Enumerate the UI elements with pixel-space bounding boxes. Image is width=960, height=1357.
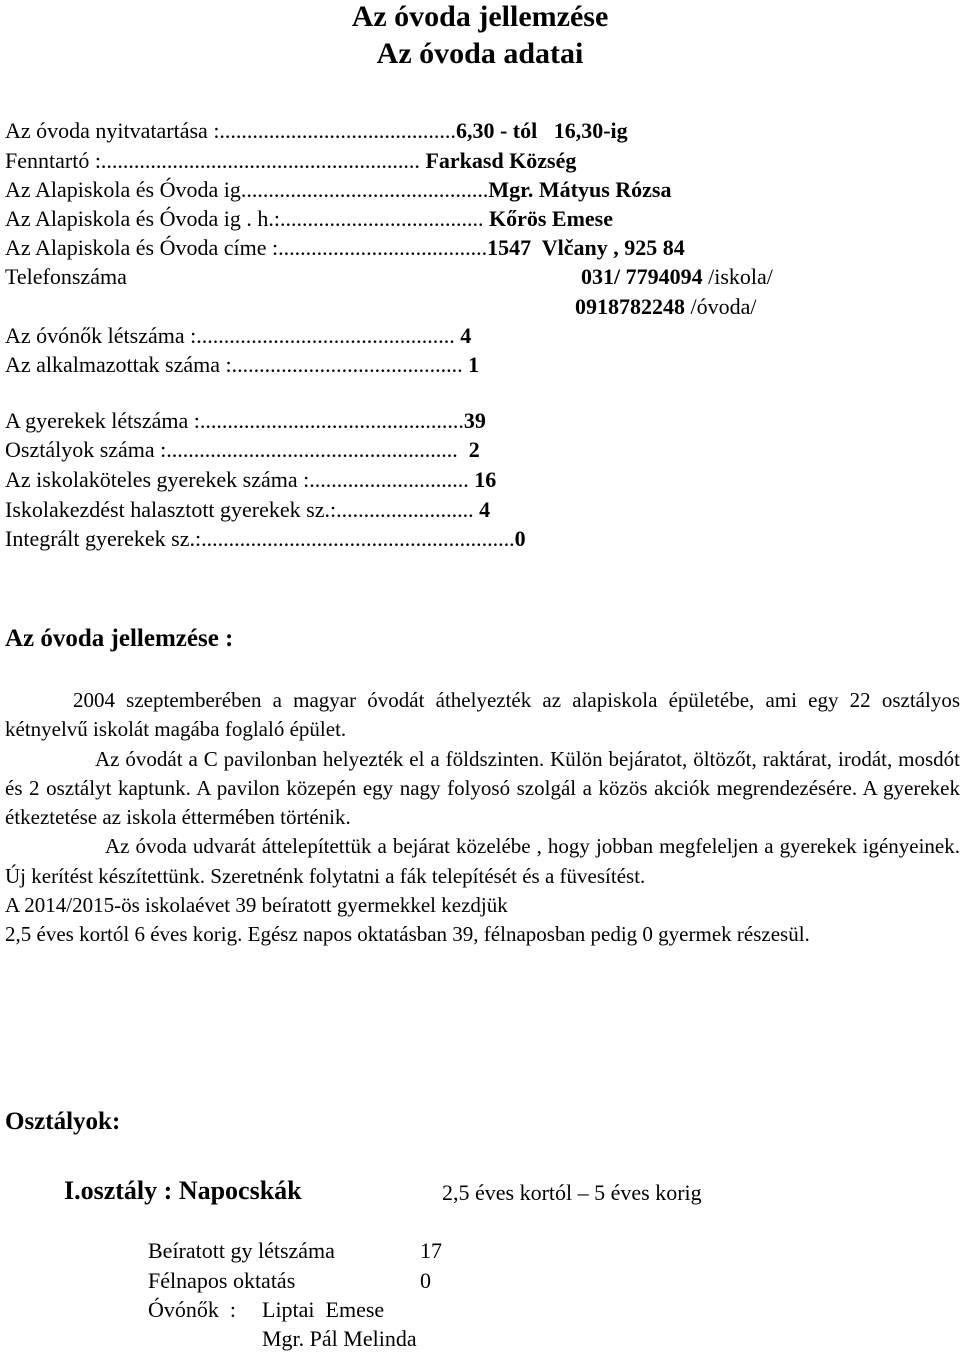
info-row-teachers: [5, 323, 471, 349]
paragraph-yard: Az óvoda udvarát áttelepítettük a bejárat közelébe , hogy jobban megfeleljen a gyerekek igényeinek. Új kerítést készítettünk. Szeretnénk folytatni a fák telepítését és a füvesítést.: [5, 834, 960, 888]
info-label: Az Alapiskola és Óvoda ig.............................................: [5, 177, 489, 202]
info-value: 1: [462, 352, 480, 377]
info-row-address: [5, 235, 685, 261]
info-label: Az Alapiskola és Óvoda ig . h.:.....................................: [5, 206, 484, 231]
info-label: Az óvoda nyitvatartása :...........................................: [5, 118, 456, 143]
paragraph-school-year: A 2014/2015-ös iskolaévet 39 beíratott gyermekkel kezdjük: [5, 893, 508, 918]
info-row-operator: [5, 148, 576, 174]
child-label: A gyerekek létszáma :................................................: [5, 408, 464, 433]
child-value: 2: [457, 437, 480, 462]
info-value: 4: [454, 323, 472, 348]
class-name: I.osztály : Napocskák: [64, 1176, 302, 1205]
paragraph-pavilion: Az óvodát a C pavilonban helyezték el a földszinten. Külön bejáratot, öltözőt, raktárat, irodát, mosdót és 2 osztályt kaptunk. A pavilon közepén egy nagy folyosó szolgál a közös akciók megrendezésére. A gyerekek étkeztetése az iskola éttermében történik.: [5, 746, 960, 830]
halfday-label: Félnapos oktatás: [148, 1268, 296, 1293]
info-value: 031/ 7794094: [581, 264, 703, 289]
info-value: Mgr. Mátyus Rózsa: [488, 177, 672, 202]
child-row-total: [5, 408, 486, 434]
teacher-name-2: Mgr. Pál Melinda: [262, 1326, 417, 1351]
child-value: 4: [473, 497, 491, 522]
info-value: 1547 Vlčany , 925 84: [487, 235, 685, 260]
child-value: 39: [463, 408, 486, 433]
info-value: Kőrös Emese: [483, 206, 613, 231]
info-value: 0918782248: [575, 294, 685, 319]
classes-heading: Osztályok:: [5, 1108, 121, 1135]
enrolled-value: 17: [420, 1238, 442, 1263]
info-row-phone-kindergarten: [575, 294, 757, 320]
child-value: 0: [514, 526, 526, 551]
child-label: Iskolakezdést halasztott gyerekek sz.:.........................: [5, 497, 474, 522]
info-extra: /óvoda/: [685, 294, 757, 319]
info-extra: /iskola/: [702, 264, 773, 289]
paragraph-age-range: 2,5 éves kortól 6 éves korig. Egész napos oktatásban 39, félnaposban pedig 0 gyermek részesül.: [5, 922, 810, 947]
info-row-phone-label: Telefonszáma: [5, 264, 127, 289]
child-row-classes: [5, 437, 480, 463]
page-title: Az óvoda jellemzése: [351, 0, 609, 33]
child-label: Osztályok száma :.....................................................: [5, 437, 458, 462]
info-row-phone-school: [581, 264, 773, 290]
paragraph-relocation: 2004 szeptemberében a magyar óvodát áthelyezték az alapiskola épületébe, ami egy 22 osztályos kétnyelvű iskolát magába foglaló épület.: [5, 688, 960, 742]
info-label: Az óvónők létszáma :...............................................: [5, 323, 455, 348]
info-label: Fenntartó :..........................................................: [5, 148, 420, 173]
enrolled-label: Beíratott gy létszáma: [148, 1238, 335, 1263]
child-row-deferred: [5, 497, 490, 523]
teachers-label: Óvónők :: [148, 1297, 236, 1322]
info-row-staff: [5, 352, 479, 378]
child-row-school-age: [5, 467, 496, 493]
info-label: Az Alapiskola és Óvoda címe :......................................: [5, 235, 488, 260]
child-label: Az iskolaköteles gyerekek száma :.............................: [5, 467, 469, 492]
info-value: Farkasd Község: [419, 148, 577, 173]
teacher-name-1: Liptai Emese: [262, 1297, 385, 1322]
page-subtitle: Az óvoda adatai: [376, 37, 584, 70]
child-label: Integrált gyerekek sz.:.........................................................: [5, 526, 515, 551]
info-row-opening-hours: [5, 118, 628, 144]
info-label: Az alkalmazottak száma :..........................................: [5, 352, 463, 377]
child-row-integrated: [5, 526, 526, 552]
child-value: 16: [468, 467, 497, 492]
description-body: [5, 686, 960, 950]
halfday-value: 0: [420, 1268, 431, 1293]
info-row-deputy: [5, 206, 613, 232]
section-heading: Az óvoda jellemzése :: [5, 625, 234, 652]
info-row-director: [5, 177, 671, 203]
class-age-range: 2,5 éves kortól – 5 éves korig: [442, 1180, 702, 1205]
info-value: 6,30 - tól 16,30-ig: [455, 118, 628, 143]
